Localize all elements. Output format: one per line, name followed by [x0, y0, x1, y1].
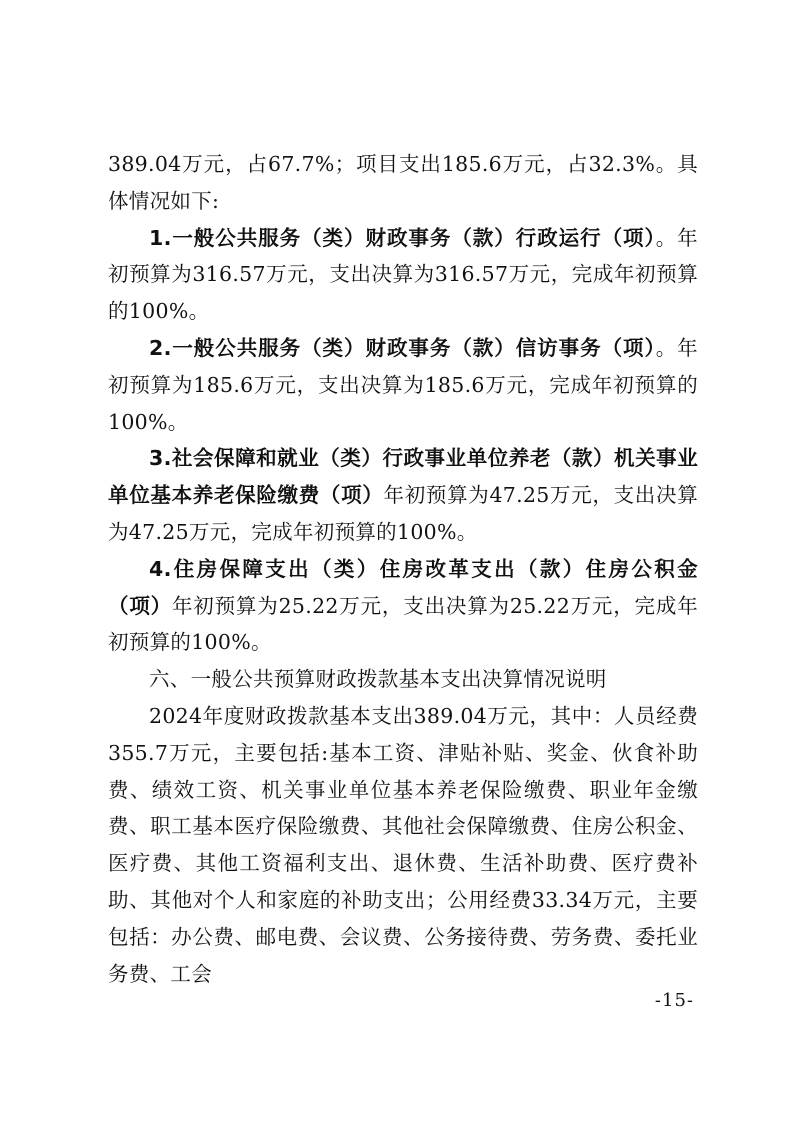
paragraph-item-2-petition-affairs	[108, 330, 698, 440]
item-heading: 1.一般公共服务（类）财政事务（款）行政运行（项）	[149, 225, 656, 250]
paragraph-text: 2024年度财政拨款基本支出389.04万元，其中：人员经费355.7万元，主要包括:基本工资、津贴补贴、奖金、伙食补助费、绩效工资、机关事业单位基本养老保险缴费、职业年金缴费、职工基本医疗保险缴费、其他社会保障缴费、住房公积金、医疗费、其他工资福利支出、退休费、生活补助费、医疗费补助、其他对个人和家庭的补助支出；公用经费33.34万元，主要包括：办公费、邮电费、会议费、公务接待费、劳务费、委托业务费、工会	[108, 703, 698, 986]
paragraph-item-1-admin-operation	[108, 220, 698, 330]
paragraph-item-4-housing-fund	[108, 551, 698, 661]
paragraph-basic-expenditure-detail	[108, 698, 698, 992]
item-heading: 2.一般公共服务（类）财政事务（款）信访事务（项）	[149, 335, 656, 360]
page-number: -15-	[654, 990, 694, 1011]
item-text: 年初预算为25.22万元，支出决算为25.22万元，完成年初预算的100%。	[108, 593, 698, 655]
item-text: 年初预算为47.25万元，支出决算为47.25万元，完成年初预算的100%。	[108, 483, 698, 544]
paragraph-item-3-pension-insurance	[108, 440, 698, 550]
item-heading: 3.社会保障和就业（类）行政事业单位养老（款）机关事业单位基本养老保险缴费（项）	[108, 446, 698, 508]
section-title: 六、一般公共预算财政拨款基本支出决算情况说明	[149, 667, 607, 692]
section-heading-basic-expenditure	[108, 661, 698, 698]
item-text: 。年初预算为316.57万元，支出决算为316.57万元，完成年初预算的100%。	[108, 225, 698, 324]
document-body	[108, 146, 698, 992]
paragraph-text: 389.04万元，占67.7%；项目支出185.6万元，占32.3%。具体情况如下:	[108, 152, 698, 213]
item-heading: 4.住房保障支出（类）住房改革支出（款）住房公积金（项）	[108, 556, 698, 618]
paragraph-expenditure-summary	[108, 146, 698, 220]
item-text: 。年初预算为185.6万元，支出决算为185.6万元，完成年初预算的100%。	[108, 335, 698, 434]
